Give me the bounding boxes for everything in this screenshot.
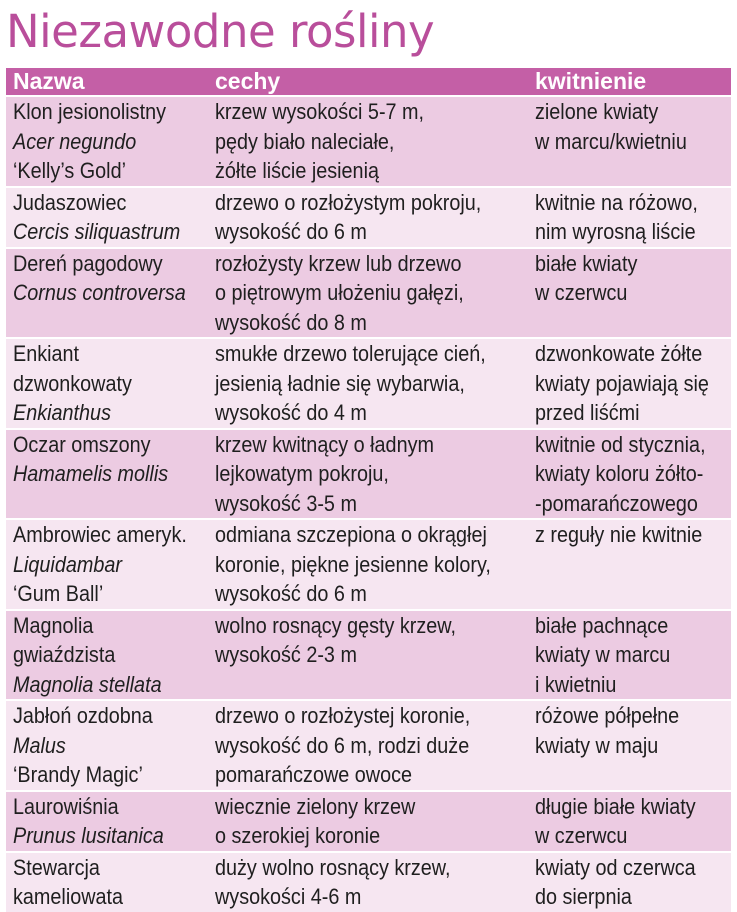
- table-row: [6, 186, 731, 247]
- table-row: [6, 518, 731, 609]
- header-bloom: kwitnienie: [535, 68, 647, 94]
- cell-name: Dereń pagodowy Cornus controversa: [13, 250, 186, 305]
- table-row: [6, 609, 731, 700]
- cell-bloom: różowe półpełne kwiaty w maju: [535, 703, 680, 758]
- cell-name: Laurowiśnia Prunus lusitanica: [13, 793, 164, 848]
- cell-name: Jabłoń ozdobna Malus ‘Brandy Magic’: [13, 703, 153, 787]
- cell-bloom: dzwonkowate żółte kwiaty pojawiają się przed liśćmi: [535, 341, 709, 425]
- cell-features: krzew wysokości 5-7 m, pędy biało naleciałe, żółte liście jesienią: [215, 99, 425, 183]
- cell-name: Oczar omszony Hamamelis mollis: [13, 431, 169, 486]
- cell-name: Klon jesionolistny Acer negundo ‘Kelly’s Gold’: [13, 99, 166, 183]
- header-features: cechy: [215, 68, 281, 94]
- cell-bloom: kwitnie od stycznia, kwiaty koloru żółto- -pomarańczowego: [535, 431, 706, 516]
- table-row: [6, 247, 731, 338]
- cell-features: rozłożysty krzew lub drzewo o piętrowym ułożeniu gałęzi, wysokość do 8 m: [215, 250, 464, 335]
- cell-features: duży wolno rosnący krzew, wysokości 4-6 m: [215, 854, 451, 909]
- cell-name: Enkiant dzwonkowaty Enkianthus: [13, 341, 132, 425]
- table-row: [6, 699, 731, 790]
- cell-name: Judaszowiec Cercis siliquastrum: [13, 189, 181, 244]
- cell-bloom: białe pachnące kwiaty w marcu i kwietniu: [535, 612, 671, 697]
- table-header: [6, 68, 731, 95]
- header-name: Nazwa: [13, 68, 85, 94]
- cell-bloom: z reguły nie kwitnie: [535, 522, 703, 547]
- cell-features: odmiana szczepiona o okrągłej koronie, piękne jesienne kolory, wysokość do 6 m: [215, 522, 491, 606]
- cell-features: smukłe drzewo tolerujące cień, jesienią ładnie się wybarwia, wysokość do 4 m: [215, 341, 486, 425]
- cell-name: Magnolia gwiaździsta Magnolia stellata: [13, 612, 162, 697]
- table-row: [6, 95, 731, 186]
- cell-bloom: kwitnie na różowo, nim wyrosną liście: [535, 189, 698, 244]
- table-row: [6, 428, 731, 519]
- cell-bloom: białe kwiaty w czerwcu: [535, 250, 638, 305]
- cell-bloom: zielone kwiaty w marcu/kwietniu: [535, 99, 687, 154]
- cell-bloom: długie białe kwiaty w czerwcu: [535, 793, 696, 848]
- cell-bloom: kwiaty od czerwca do sierpnia: [535, 854, 696, 909]
- cell-name: Stewarcja kameliowata: [13, 854, 124, 909]
- cell-name: Ambrowiec ameryk. Liquidambar ‘Gum Ball’: [13, 522, 187, 606]
- cell-features: krzew kwitnący o ładnym lejkowatym pokroju, wysokość 3-5 m: [215, 431, 434, 516]
- cell-features: drzewo o rozłożystej koronie, wysokość do 6 m, rodzi duże pomarańczowe owoce: [215, 703, 471, 787]
- cell-features: drzewo o rozłożystym pokroju, wysokość do 6 m: [215, 189, 482, 244]
- cell-features: wolno rosnący gęsty krzew, wysokość 2-3 m: [215, 612, 457, 667]
- table-row: [6, 337, 731, 428]
- plant-table: [6, 68, 731, 912]
- page-title: Niezawodne rośliny: [6, 5, 435, 58]
- table-row: [6, 851, 731, 912]
- table-row: [6, 790, 731, 851]
- cell-features: wiecznie zielony krzew o szerokiej koronie: [215, 793, 416, 848]
